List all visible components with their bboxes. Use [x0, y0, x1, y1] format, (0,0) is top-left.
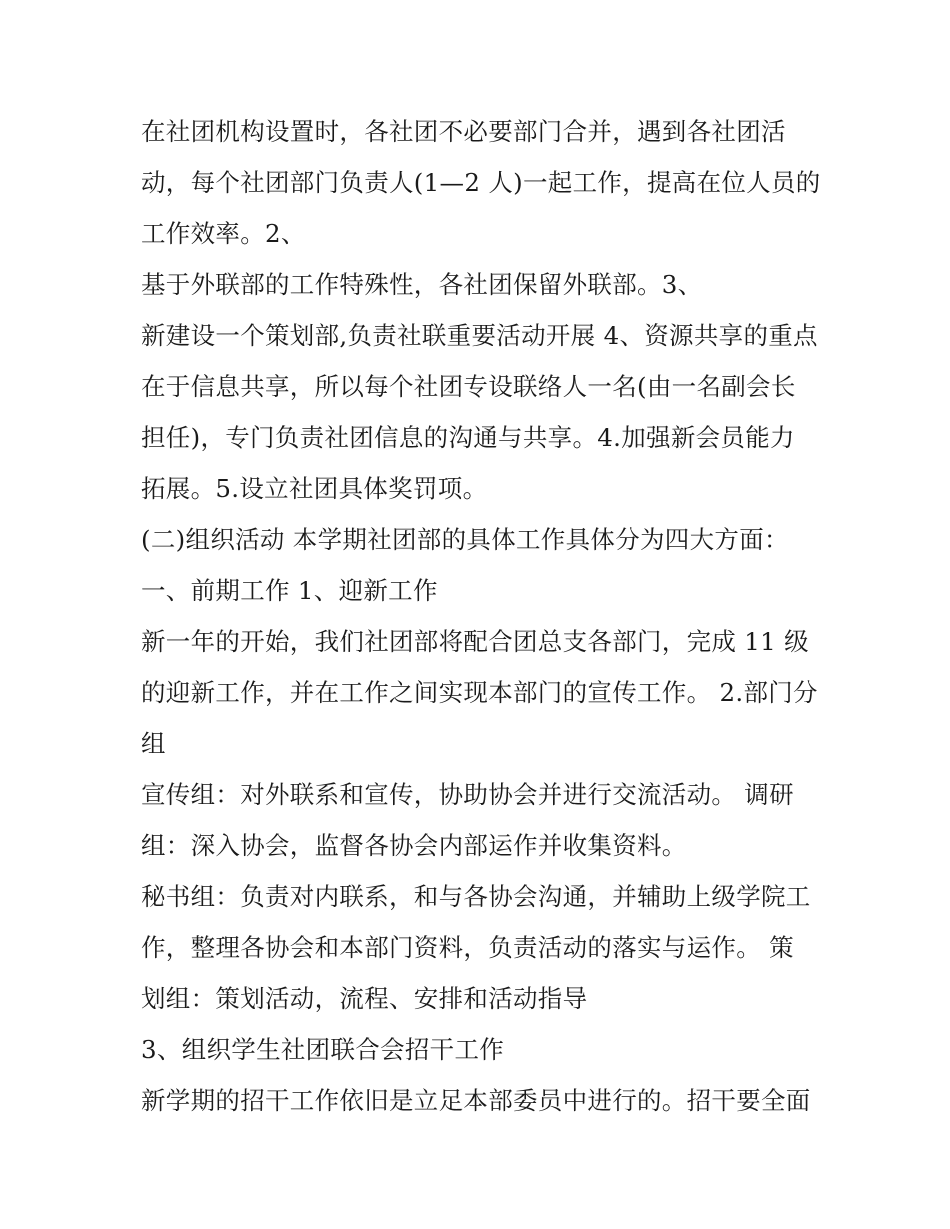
text-line: 秘书组：负责对内联系，和与各协会沟通，并辅助上级学院工 — [141, 882, 811, 911]
text-line: 组 — [141, 729, 166, 758]
text-line: 划组：策划活动，流程、安排和活动指导 — [141, 984, 588, 1013]
section-heading: (二)组织活动 本学期社团部的具体工作具体分为四大方面： — [141, 525, 789, 554]
document-body — [141, 106, 821, 1126]
text-line: 新一年的开始，我们社团部将配合团总支各部门，完成 11 级 — [141, 627, 809, 656]
text-line: 作，整理各协会和本部门资料，负责活动的落实与运作。 策 — [141, 933, 794, 962]
text-line: 在于信息共享，所以每个社团专设联络人一名(由一名副会长 — [141, 372, 796, 401]
text-line: 工作效率。2、 — [141, 219, 306, 248]
subsection-heading: 3、组织学生社团联合会招干工作 — [141, 1035, 505, 1064]
subsection-heading: 一、前期工作 1、迎新工作 — [141, 576, 438, 605]
text-line: 组：深入协会，监督各协会内部运作并收集资料。 — [141, 831, 687, 860]
text-line: 动，每个社团部门负责人(1—2 人)一起工作，提高在位人员的 — [141, 168, 821, 197]
text-line: 基于外联部的工作特殊性，各社团保留外联部。3、 — [141, 270, 703, 299]
text-line: 的迎新工作，并在工作之间实现本部门的宣传工作。 2.部门分 — [141, 678, 818, 707]
text-line: 新学期的招干工作依旧是立足本部委员中进行的。招干要全面 — [141, 1086, 811, 1115]
text-line: 拓展。5.设立社团具体奖罚项。 — [141, 474, 488, 503]
text-line: 在社团机构设置时，各社团不必要部门合并，遇到各社团活 — [141, 117, 786, 146]
text-line: 新建设一个策划部,负责社联重要活动开展 4、资源共享的重点 — [141, 321, 818, 350]
text-line: 担任)，专门负责社团信息的沟通与共享。4.加强新会员能力 — [141, 423, 795, 452]
text-line: 宣传组：对外联系和宣传，协助协会并进行交流活动。 调研 — [141, 780, 794, 809]
